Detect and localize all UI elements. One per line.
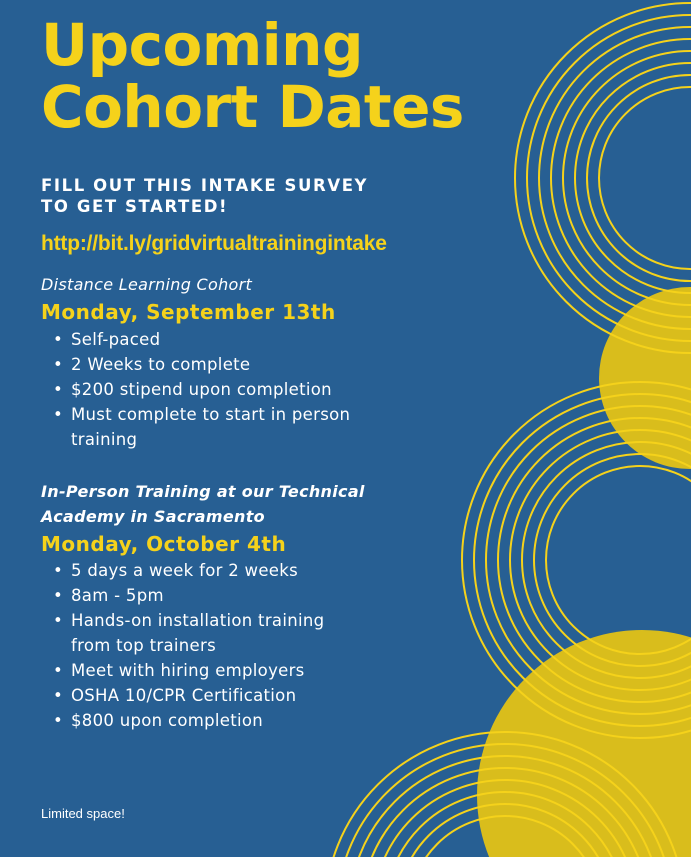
list-item-text: $200 stipend upon completion <box>71 380 332 399</box>
list-item-continuation <box>53 633 324 658</box>
list-item <box>53 658 324 683</box>
bullet-icon: • <box>53 611 64 630</box>
list-item-text: 2 Weeks to complete <box>71 355 251 374</box>
intake-survey-link[interactable]: http://bit.ly/gridvirtualtrainingintake <box>41 232 387 255</box>
list-item-continuation <box>53 427 350 452</box>
list-item-text: Must complete to start in person <box>71 405 351 424</box>
call-to-action <box>41 175 368 217</box>
section-distance-list <box>53 327 350 452</box>
section-distance-heading <box>41 272 252 297</box>
section-distance-date: Monday, September 13th <box>41 300 336 324</box>
section-distance-heading-text: Distance Learning Cohort <box>41 275 253 294</box>
bullet-icon: • <box>53 561 64 580</box>
list-item <box>53 708 324 733</box>
list-item-text: 5 days a week for 2 weeks <box>71 561 299 580</box>
bullet-icon: • <box>53 405 64 424</box>
bullet-icon: • <box>53 661 64 680</box>
footer-note: Limited space! <box>41 806 125 821</box>
section-inperson-heading-line-1: In-Person Training at our Technical <box>41 482 365 501</box>
bullet-icon: • <box>53 586 64 605</box>
title-line-1: Upcoming <box>41 11 363 79</box>
list-item-text: Hands-on installation training <box>71 611 325 630</box>
section-inperson-heading <box>41 479 365 529</box>
list-item-text: Self-paced <box>71 330 161 349</box>
list-item-text: OSHA 10/CPR Certification <box>71 686 297 705</box>
list-item <box>53 377 350 402</box>
bullet-icon: • <box>53 686 64 705</box>
section-inperson-heading-line-2: Academy in Sacramento <box>41 507 265 526</box>
section-inperson-date: Monday, October 4th <box>41 532 287 556</box>
list-item-text: $800 upon completion <box>71 711 264 730</box>
list-item <box>53 608 324 633</box>
bullet-icon: • <box>53 380 64 399</box>
list-item-text: 8am - 5pm <box>71 586 164 605</box>
list-item <box>53 327 350 352</box>
list-item-text: Meet with hiring employers <box>71 661 305 680</box>
list-item-text: training <box>71 430 138 449</box>
list-item <box>53 558 324 583</box>
title-line-2: Cohort Dates <box>41 73 464 141</box>
list-item <box>53 352 350 377</box>
list-item <box>53 402 350 427</box>
bullet-icon: • <box>53 355 64 374</box>
cta-line-1: FILL OUT THIS INTAKE SURVEY <box>41 176 369 195</box>
bullet-icon: • <box>53 330 64 349</box>
page-title <box>41 11 464 141</box>
list-item <box>53 683 324 708</box>
bullet-icon: • <box>53 711 64 730</box>
cta-line-2: TO GET STARTED! <box>41 197 229 216</box>
list-item-text: from top trainers <box>71 636 216 655</box>
section-inperson-list <box>53 558 324 733</box>
list-item <box>53 583 324 608</box>
